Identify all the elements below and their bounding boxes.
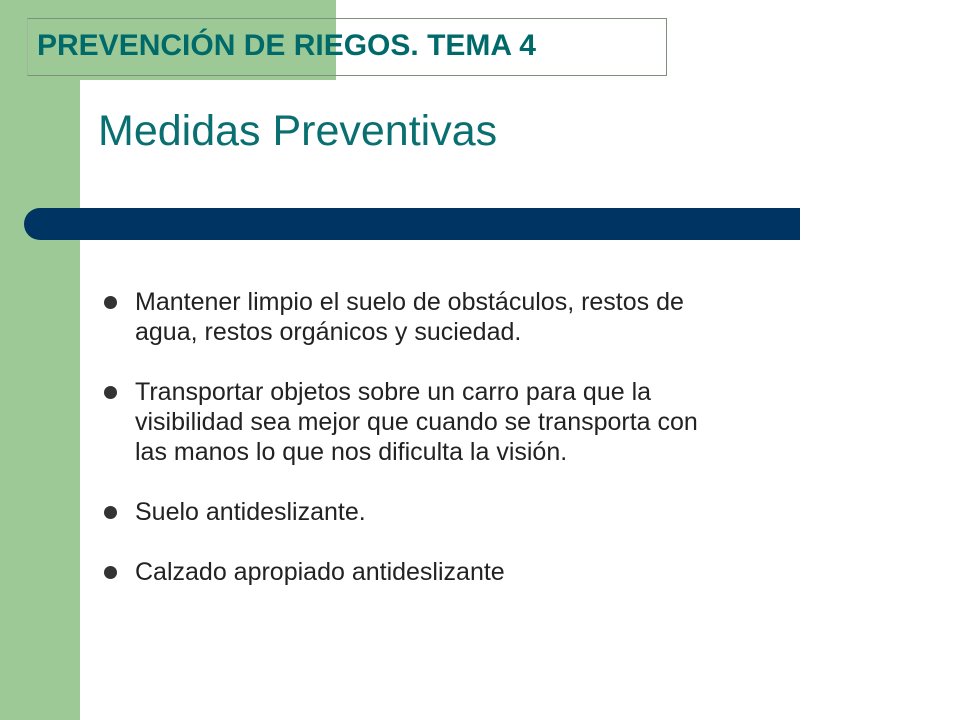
bullet-item-4 <box>98 557 858 587</box>
bullet-dot-icon <box>104 296 117 309</box>
bullet-item-3 <box>98 497 858 527</box>
bullet-line: las manos lo que nos dificulta la visión. <box>135 438 568 466</box>
bullet-dot-icon <box>104 386 117 399</box>
bullet-item-1 <box>98 287 858 347</box>
left-green-band <box>0 0 80 720</box>
bullet-dot-icon <box>104 566 117 579</box>
bullet-list <box>98 287 858 587</box>
bullet-line: Calzado apropiado antideslizante <box>135 558 505 586</box>
bullet-dot-icon <box>104 506 117 519</box>
slide-title: Medidas Preventivas <box>98 107 498 155</box>
bullet-item-2 <box>98 377 858 467</box>
header-title: PREVENCIÓN DE RIEGOS. TEMA 4 <box>37 29 536 62</box>
title-underline-bar <box>24 208 800 240</box>
bullet-line: Transportar objetos sobre un carro para que la <box>135 378 652 406</box>
bullet-line: agua, restos orgánicos y suciedad. <box>135 318 522 346</box>
bullet-line: Suelo antideslizante. <box>135 498 366 526</box>
bullet-line: visibilidad sea mejor que cuando se transporta con <box>135 408 698 436</box>
bullet-line: Mantener limpio el suelo de obstáculos, restos de <box>135 288 684 316</box>
